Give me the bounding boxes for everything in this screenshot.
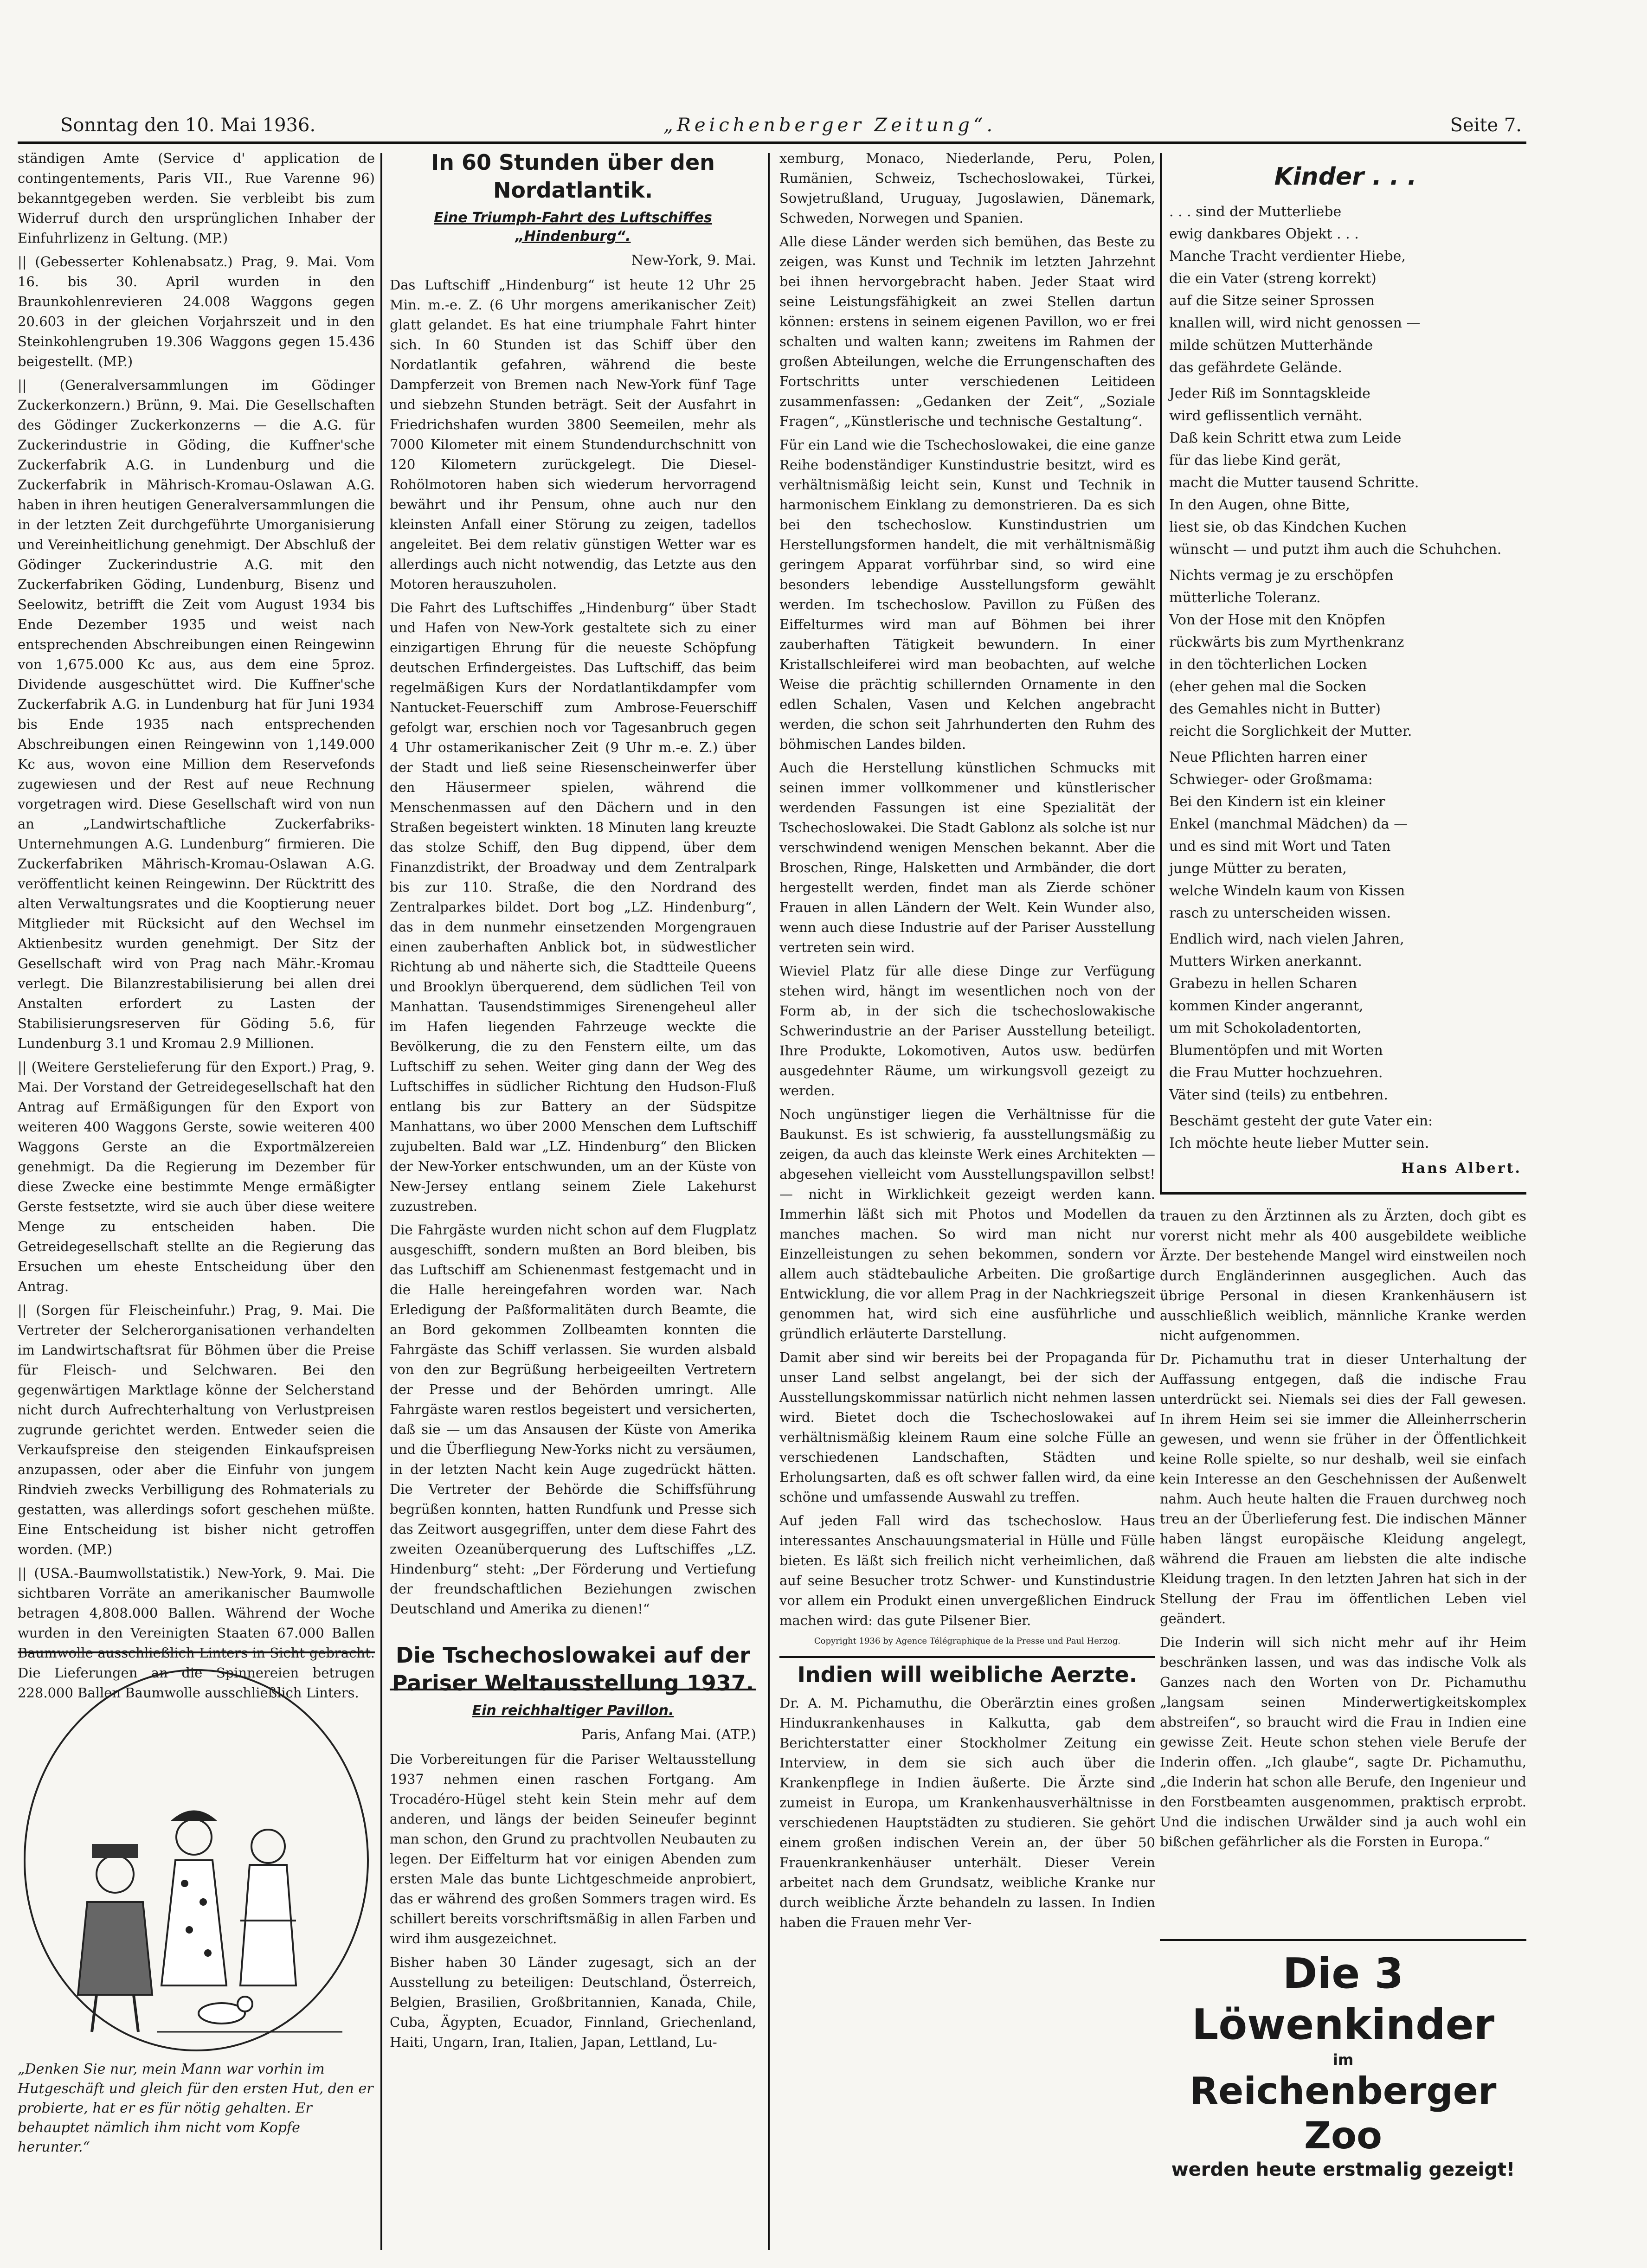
news-item: || (USA.-Baumwollstatistik.) New-York, 9. Mai. Die sichtbaren Vorräte an amerikanischer Baumwolle betragen 4,808.000 Ballen. Während der Woche wurden in den Vereinigten Staaten 67.000 Ballen Baumwolle ausschließlich Linters in Sicht gebracht. Die Lieferungen an die Spinnereien betrugen 228.000 Ballen Baumwolle ausschließlich Linters.: [18, 1565, 375, 1701]
news-item: || (Weitere Gerstelieferung für den Export.) Prag, 9. Mai. Der Vorstand der Getreidegesellschaft hat den Antrag auf Ermäßigungen für den Export von weiteren 400 Waggons Gerste, sowie weiteren 400 Waggons Gerste an die Exportmälzereien genehmigt. Da die Regierung im Dezember für diese Zwecke eine bestimmte Menge ermäßigter Gerste festsetzte, wird sie auch über diese weitere Menge zu entscheiden haben. Die Getreidegesellschaft stellte an die Regierung das Ersuchen um eheste Entscheidung über den Antrag.: [18, 1059, 375, 1294]
cartoon-caption: „Denken Sie nur, mein Mann war vorhin im Hutgeschäft und gleich für den ersten Hut, den er probierte, hat er es für nötig gehalten. Er behauptet nämlich ihm nicht vom Kopfe herunter.“: [18, 2061, 373, 2155]
column-economy-news: [18, 148, 375, 1701]
section-rule-col4: [1160, 1192, 1526, 1195]
cartoon-illustration: [18, 1661, 375, 2060]
poem-stanza: Beschämt gesteht der gute Vater ein: Ich möchte heute lieber Mutter sein.: [1169, 1113, 1433, 1151]
article-paragraph: Auch die Herstellung künstlichen Schmucks mit seinen immer vollkommener und künstlerischer werdenden Fassungen ist eine Spezialität der Tschechoslowakei. Die Stadt Gablonz als solche ist nur verschwindend wenigen Menschen bekannt. Aber die Broschen, Ringe, Halsketten und Armbänder, die dort hergestellt werden, findet man als Zierde schöner Frauen in allen Ländern der Welt. Kein Wunder also, wenn auch diese Industrie auf der Pariser Ausstellung vertreten sein wird.: [779, 760, 1155, 955]
poem-stanza: Neue Pflichten harren einer Schwieger- oder Großmama: Bei den Kindern ist ein kleiner Enkel (manchmal Mädchen) da — und es sind mit Wort und Taten junge Mütter zu beraten, welche Windeln kaum von Kissen rasch zu unterscheiden wissen.: [1169, 749, 1408, 921]
ad-location: Reichenberger Zoo: [1190, 2069, 1497, 2157]
news-item: || (Gebesserter Kohlenabsatz.) Prag, 9. Mai. Vom 16. bis 30. April wurden in den Braunkohlenrevieren 24.008 Waggons gegen 20.603 in der gleichen Vorjahrszeit und in den Steinkohlengruben 19.306 Waggons gegen 15.436 beigestellt. (MP.): [18, 254, 375, 369]
header-date: Sonntag den 10. Mai 1936.: [60, 115, 316, 136]
article-paragraph: Dr. A. M. Pichamuthu, die Oberärztin eines großen Hinduкrankenhauses in Kalkutta, gab dem Berichterstatter einer Stockholmer Zeitung ein Interview, in dem sie sich auch über die Krankenpflege in Indien äußerte. Die Ärzte sind zumeist in Europa, um Krankenhausverhältnisse in verschiedenen Hauptstädten zu studieren. Sie gehört einem großen indischen Verein an, der über 50 Frauenkrankenhäuser unterhält. Dieser Verein arbeitet nach dem Grundsatz, weibliche Kranke nur durch weibliche Ärzte behandeln zu lassen. In Indien haben die Frauen mehr Ver-: [779, 1695, 1155, 1930]
column-india-doctors: [779, 1661, 1155, 2245]
header-title: „Reichenberger Zeitung“.: [663, 115, 997, 136]
poem-author: Hans Albert.: [1401, 1160, 1522, 1176]
ad-tagline: werden heute erstmalig gezeigt!: [1171, 2159, 1515, 2180]
column-rule-2: [768, 153, 770, 2250]
header-rule: [18, 141, 1526, 144]
cartoon-drawing: [18, 1661, 375, 2060]
article-paragraph: Dr. Pichamuthu trat in dieser Unterhaltung der Auffassung entgegen, daß die indische Frau unterdrückt sei. Niemals sei dies der Fall gewesen. In ihrem Heim sei sie immer die Alleinherrscherin gewesen, und wenn sie früher in der Öffentlichkeit keine Rolle spielte, so nur deshalb, weil sie einfach kein Interesse an den Geschehnissen der Außenwelt nahm. Auch heute halten die Frauen durchweg noch treu an der Überlieferung fest. Die indischen Männer haben längst europäische Kleidung angelegt, während die Frauen am liebsten die alte indische Kleidung tragen. In den letzten Jahren hat sich in der Stellung der Frau im öffentlichen Leben viel geändert.: [1160, 1351, 1526, 1626]
article-headline-india: Indien will weibliche Aerzte.: [797, 1662, 1138, 1687]
news-item: || (Sorgen für Fleischeinfuhr.) Prag, 9. Mai. Die Vertreter der Selcherorganisationen verhandelten im Landwirtschaftsrat für Böhmen über die Preise für Fleisch- und Selchwaren. Bei den gegenwärtigen Marktlage könne der Selcherstand nicht durch Aufrechterhaltung von Verlustpreisen zugrunde gerichtet werden. Entweder seien die Verkaufspreise den steigenden Einkaufspreisen anzupassen, oder aber die Einfuhr von jungem Rindvieh zwecks Verbilligung des Rohmaterials zu gestatten, was allerdings sofort geschehen müßte. Eine Entscheidung ist bisher nicht getroffen worden. (MP.): [18, 1302, 375, 1557]
article-paragraph: Die Inderin will sich nicht mehr auf ihr Heim beschränken lassen, und was das indische Volk als Ganzes nach den Worten von Dr. Pichamuthu „langsam seinen Minderwertigkeitskomplex abstreifen“, so braucht wird die Frau in Indien eine gewisse Zeit. Heute schon stehen viele Berufe der Inderin offen. „Ich glaube“, sagte Dr. Pichamuthu, „die Inderin hat schon alle Berufe, den Ingenieur und den Forstbeamten ausgenommen, praktisch erprobt. Und die indischen Urwälder sind ja auch wohl ein bißchen gefährlicher als die Forsten in Europa.“: [1160, 1634, 1526, 1850]
article-paragraph: Bisher haben 30 Länder zugesagt, sich an der Ausstellung zu beteiligen: Deutschland, Österreich, Belgien, Brasilien, Großbritannien, Kanada, Chile, Cuba, Ägypten, Ecuador, Finnland, Griechenland, Haiti, Ungarn, Iran, Italien, Japan, Lettland, Lu-: [390, 1954, 756, 2050]
article-paragraph: Alle diese Länder werden sich bemühen, das Beste zu zeigen, was Kunst und Technik im letzten Jahrzehnt bei ihnen hervorgebracht haben. Jeder Staat wird seine Leistungsfähigkeit an zwei Stellen dartun können: erstens in seinem eigenen Pavillon, wo er frei schalten und walten kann; zweitens im Rahmen der großen Abteilungen, welche die Errungenschaften des Fortschritts unter verschiedenen Leitideen zusammenfassen: „Gedanken der Zeit“, „Soziale Fragen“, „Künstlerische und technische Gestaltung“.: [779, 234, 1155, 429]
article-paragraph: Die Vorbereitungen für die Pariser Weltausstellung 1937 nehmen einen raschen Fortgang. Am Trocadéro-Hügel steht kein Stein mehr auf dem anderen, und längs der beiden Seineufer beginnt man schon, den Grund zu prachtvollen Neubauten zu legen. Der Eiffelturm hat vor einigen Abenden zum ersten Male das bunte Lichtgeschmeide anprobiert, das er während des großen Sommers tragen wird. Es schillert bereits vorschriftsmäßig in allen Farben und wird ihm ausgezeichnet.: [390, 1751, 756, 1947]
section-rule-col3: [779, 1656, 1155, 1658]
article-paragraph: Für ein Land wie die Tschechoslowakei, die eine ganze Reihe bodenständiger Kunstindustrie besitzt, wird es verhältnismäßig leicht sein, Kunst und Technik in harmonischem Einklang zu demonstrieren. Da es sich bei den tschechoslow. Kunstindustrien um Herstellungsformen handelt, die mit verhältnismäßig geringem Apparat vorführbar sind, so wird eine besonders lebendige Ausstellungsform gewählt werden. Im tschechoslow. Pavillon zu Füßen des Eiffelturmes wird man auf Böhmen bei ihrer zauberhaften Tätigkeit bewundern. In einer Kristallschleiferei wird man beobachten, auf welche Weise die prächtig schillernden Ornamente in den edlen Schalen, Vasen und Kelchen angebracht werden, die schon seit Jahrhunderten den Ruhm des böhmischen Landes bilden.: [779, 437, 1155, 752]
article-paragraph: xemburg, Monaco, Niederlande, Peru, Polen, Rumänien, Schweiz, Tschechoslowakei, Türkei, Sowjetrußland, Uruguay, Jugoslawien, Dänemark, Schweden, Norwegen und Spanien.: [779, 150, 1155, 226]
column-poem: [1169, 148, 1522, 1188]
article-paragraph: Die Fahrgäste wurden nicht schon auf dem Flugplatz ausgeschifft, sondern mußten an Bord bleiben, bis das Luftschiff am Schienenmast festgemacht und in die Halle hereingefahren worden war. Nach Erledigung der Paßformalitäten durch Beamte, die an Bord gekommen Zollbeamten konnten die Fahrgäste das Schiff verlassen. Sie wurden alsbald von den zur Begrüßung herbeigeeilten Vertretern der Presse und der Behörden umringt. Alle Fahrgäste waren restlos begeistert und versicherten, daß sie — um das Ansausen der Küste von Amerika und die Überfliegung New-Yorks nicht zu versäumen, in der letzten Nacht kein Auge zugedrückt hätten. Die Vertreter der Behörde die Schiffsführung begrüßen konnten, hatten Rundfunk und Presse sich das Zeitwort ausgegriffen, unter dem diese Fahrt des zweiten Ozeanüberquerung des Luftschiffes „LZ. Hindenburg“ steht: „Der Förderung und Vertiefung der freundschaftlichen Beziehungen zwischen Deutschland und Amerika zu dienen!“: [390, 1222, 756, 1617]
copyright-note: Copyright 1936 by Agence Télégraphique de la Presse und Paul Herzog.: [814, 1636, 1121, 1646]
article-paragraph: Damit aber sind wir bereits bei der Propaganda für unser Land selbst angelangt, bei der sich der Ausstellungskommissar natürlich nicht nehmen lassen wird. Bietet doch die Tschechoslowakei auf verhältnismäßig kleinem Raum eine solche Fülle an verschiedenen Landschaften, Städten und Erholungsarten, daß es oft schwer fallen wird, da eine schöne und umfassende Auswahl zu treffen.: [779, 1349, 1155, 1505]
ad-rule-top: [1160, 1939, 1526, 1941]
poem-stanza: Endlich wird, nach vielen Jahren, Mutters Wirken anerkannt. Grabezu in hellen Scharen kommen Kinder angerannt, um mit Schokoladentorten, Blumentöpfen und mit Worten die Frau Mutter hochzuehren. Väter sind (teils) zu entbehren.: [1169, 931, 1404, 1103]
article-paragraph: Das Luftschiff „Hindenburg“ ist heute 12 Uhr 25 Min. m.-e. Z. (6 Uhr morgens amerikanischer Zeit) glatt gelandet. Es hat eine triumphale Fahrt hinter sich. In 60 Stunden ist das Schiff über den Nordatlantik gefahren, während die beste Dampferzeit von Bremen nach New-York fünf Tage und siebzehn Stunden beträgt. Seit der Ausfahrt in Friedrichshafen wurden 3800 Seemeilen, mehr als 7000 Kilometer mit einem Stundendurchschnitt von 120 Kilometern zurückgelegt. Die Diesel-Rohölmotoren haben sich wiederum hervorragend bewährt und ihr Pensum, ohne auch nur den kleinsten Anfall einer Störung zu zeigen, tadellos angeleitet. Bei dem relativ günstigen Wetter war es allerdings auch nicht notwendig, das Letzte aus den Motoren herauszuholen.: [390, 277, 756, 592]
article-dateline-2: Paris, Anfang Mai. (ATP.): [581, 1727, 756, 1743]
article-subhead: Eine Triumph-Fahrt des Luftschiffes „Hindenburg“.: [434, 210, 712, 244]
article-paragraph: Noch ungünstiger liegen die Verhältnisse für die Baukunst. Es ist schwierig, fa ausstellungsmäßig zu zeigen, da auch das kleinste Werk eines Architekten — abgesehen vielleicht vom Ausstellungspavillon selbst! — nicht in Wirklichkeit gezeigt werden kann. Immerhin läßt sich mit Photos und Modellen da manches machen. So wird man nicht nur Einzelleistungen zu sehen bekommen, sondern vor allem auch städtebauliche Arbeiten. Die großartige Entwicklung, die vor allem Prag in der Nachkriegszeit genommen hat, wird sich eine ausführliche und gründlich erläuterte Darstellung.: [779, 1106, 1155, 1342]
article-paragraph: Wieviel Platz für alle diese Dinge zur Verfügung stehen wird, hängt im wesentlichen noch von der Form ab, in der sich die tschechoslowakische Schwerindustrie an der Pariser Ausstellung beteiligt. Ihre Produkte, Lokomotiven, Autos usw. bedürfen ausgedehnter Räume, um wirkungsvoll gezeigt zu werden.: [779, 963, 1155, 1099]
column-rule-3: [1160, 153, 1162, 1192]
column-exhibition-continued: [779, 148, 1155, 1651]
poem-stanza: . . . sind der Mutterliebe ewig dankbares Objekt . . . Manche Tracht verdienter Hiebe, die ein Vater (streng korrekt) auf die Sitze seiner Sprossen knallen will, wird nicht genossen — milde schützen Mutterhände das gefährdete Gelände.: [1169, 204, 1421, 376]
poem-title: Kinder . . .: [1274, 163, 1417, 191]
column-rule-1: [380, 153, 382, 2250]
poem-stanza: Jeder Riß im Sonntagskleide wird geflissentlich vernäht. Daß kein Schritt etwa zum Leide für das liebe Kind gerät, macht die Mutter tausend Schritte. In den Augen, ohne Bitte, liest sie, ob das Kindchen Kuchen wünscht — und putzt ihm auch die Schuhchen.: [1169, 385, 1502, 558]
zoo-advertisement: [1160, 1948, 1526, 2180]
page-header: [60, 111, 1522, 139]
article-dateline: New-York, 9. Mai.: [631, 252, 756, 269]
article-paragraph: trauen zu den Ärztinnen als zu Ärzten, doch gibt es vorerst nicht mehr als 400 ausgebildete weibliche Ärzte. Der bestehende Mangel wird einstweilen noch durch Engländerinnen ausgeglichen. Auch das übrige Personal in diesen Krankenhäusern ist ausschließlich weiblich, männliche Kranke werden nicht aufgenommen.: [1160, 1208, 1526, 1343]
column-hindenburg: [390, 148, 756, 2245]
article-headline: In 60 Stunden über den Nordatlantik.: [431, 150, 715, 203]
ad-headline: Die 3 Löwenkinder: [1191, 1949, 1495, 2049]
news-item: ständigen Amte (Service d' application de contingentements, Paris VII., Rue Varenne 96) bekanntgegeben werden. Sie verbleibt bis zum Widerruf durch den ursprünglichen Inhaber der Einfuhrlizenz in Geltung. (MP.): [18, 150, 375, 246]
poem-stanza: Nichts vermag je zu erschöpfen mütterliche Toleranz. Von der Hose mit den Knöpfen rückwärts bis zum Myrthenkranz in den töchterlichen Locken (eher gehen mal die Socken des Gemahles nicht in Butter) reicht die Sorglichkeit der Mutter.: [1169, 567, 1412, 739]
column-india-continued: [1160, 1206, 1526, 1902]
header-page-number: Seite 7.: [1450, 115, 1522, 136]
article-headline-2: Die Tschechoslowakei auf der Pariser Weltausstellung 1937.: [392, 1643, 754, 1696]
article-paragraph: Die Fahrt des Luftschiffes „Hindenburg“ über Stadt und Hafen von New-York gestaltete sich zu einer einzigartigen Ehrung für die neueste Schöpfung deutschen Erfindergeistes. Das Luftschiff, das beim regelmäßigen Kurs der Nordatlantikdampfer vom Nantucket-Feuerschiff zum Ambrose-Feuerschiff gefolgt war, erschien noch vor Tagesanbruch gegen 4 Uhr ostamerikanischer Zeit (9 Uhr m.-e. Z.) über der Stadt und ließ seine Riesenscheinwerfer über den Häusermeer spielen, während die Menschenmassen auf den Dächern und in den Straßen begeistert winkten. 18 Minuten lang kreuzte das stolze Schiff, den Bug dippend, über dem Finanzdistrikt, der Broadway und dem Zentralpark bis zur 110. Straße, die den Nordrand des Zentralparkes bildet. Dort bog „LZ. Hindenburg“, das in dem nunmehr einsetzenden Morgengrauen einen zauberhaften Anblick bot, in südwestlicher Richtung ab und näherte sich, die Stadtteile Queens und Brooklyn überquerend, dem südlichen Teil von Manhattan. Tausendstimmiges Sirenengeheul aller im Hafen liegenden Fahrzeuge weckte die Bevölkerung, die zu den Fenstern eilte, um das Luftschiff zu sehen. Weiter ging dann der Weg des Luftschiffes in südlicher Richtung den Hudson-Fluß entlang bis zur Battery an der Südspitze Manhattans, wo über 2000 Menschen dem Luftschiff zujubelten. Bald war „LZ. Hindenburg“ den Blicken der New-Yorker entschwunden, um an der Küste von New-Jersey entlang seinem Ziele Lakehurst zuzustreben.: [390, 600, 756, 1214]
article-subhead-2: Ein reichhaltiger Pavillon.: [472, 1703, 674, 1719]
article-paragraph: Auf jeden Fall wird das tschechoslow. Haus interessantes Anschauungsmaterial in Hülle und Fülle bieten. Es läßt sich freilich nicht verheimlichen, daß auf seine Besucher trotz Schwer- und Kunstindustrie vor allem ein Produkt einen unvergeßlichen Eindruck machen wird: das gute Pilsener Bier.: [779, 1513, 1155, 1628]
ad-connector: im: [1332, 2051, 1354, 2069]
news-item: || (Generalversammlungen im Gödinger Zuckerkonzern.) Brünn, 9. Mai. Die Gesellschaften des Gödinger Zuckerkonzerns — die A.G. für Zuckerindustrie in Göding, die Kuffner'sche Zuckerfabrik A.G. in Lundenburg und die Zuckerfabrik in Mährisch-Kromau-Oslawan A.G. haben in ihren heutigen Generalversammlungen die in der letzten Zeit durchgeführte Umorganisierung und Vereinheitlichung genehmigt. Der Abschluß der Gödinger Zuckerindustrie A.G. mit den Zuckerfabriken Göding, Lundenburg, Bisenz und Seelowitz, betrifft die Zeit vom August 1934 bis Ende Dezember 1935 und weist nach entsprechenden Abschreibungen einen Reingewinn von 1,675.000 Kc aus, aus dem eine 5proz. Dividende ausgeschüttet wird. Die Kuffner'sche Zuckerfabrik A.G. in Lundenburg hat für Juni 1934 bis Ende 1935 nach entsprechenden Abschreibungen einen Reingewinn von 1,149.000 Kc aus, wovon eine Million dem Reservefonds zugewiesen und der Rest auf neue Rechnung vorgetragen wird. Diese Gesellschaft wird von nun an „Landwirtschaftliche Zuckerfabriks-Unternehmungen A.G. Lundenburg“ firmieren. Die Zuckerfabriken Mährisch-Kromau-Oslawan A.G. veröffentlicht keinen Reingewinn. Der Rücktritt des alten Verwaltungsrates und die Kooptierung neuer Mitglieder mit Rücksicht auf den Wechsel im Aktienbesitz wurden genehmigt. Der Sitz der Gesellschaft wird von Prag nach Mähr.-Kromau verlegt. Die Bilanzrestabilisierung bei allen drei Anstalten erfordert zu Lasten der Stabilisierungsreserven für Göding 5.6, für Lundenburg 3.1 und Kromau 2.9 Millionen.: [18, 377, 375, 1051]
